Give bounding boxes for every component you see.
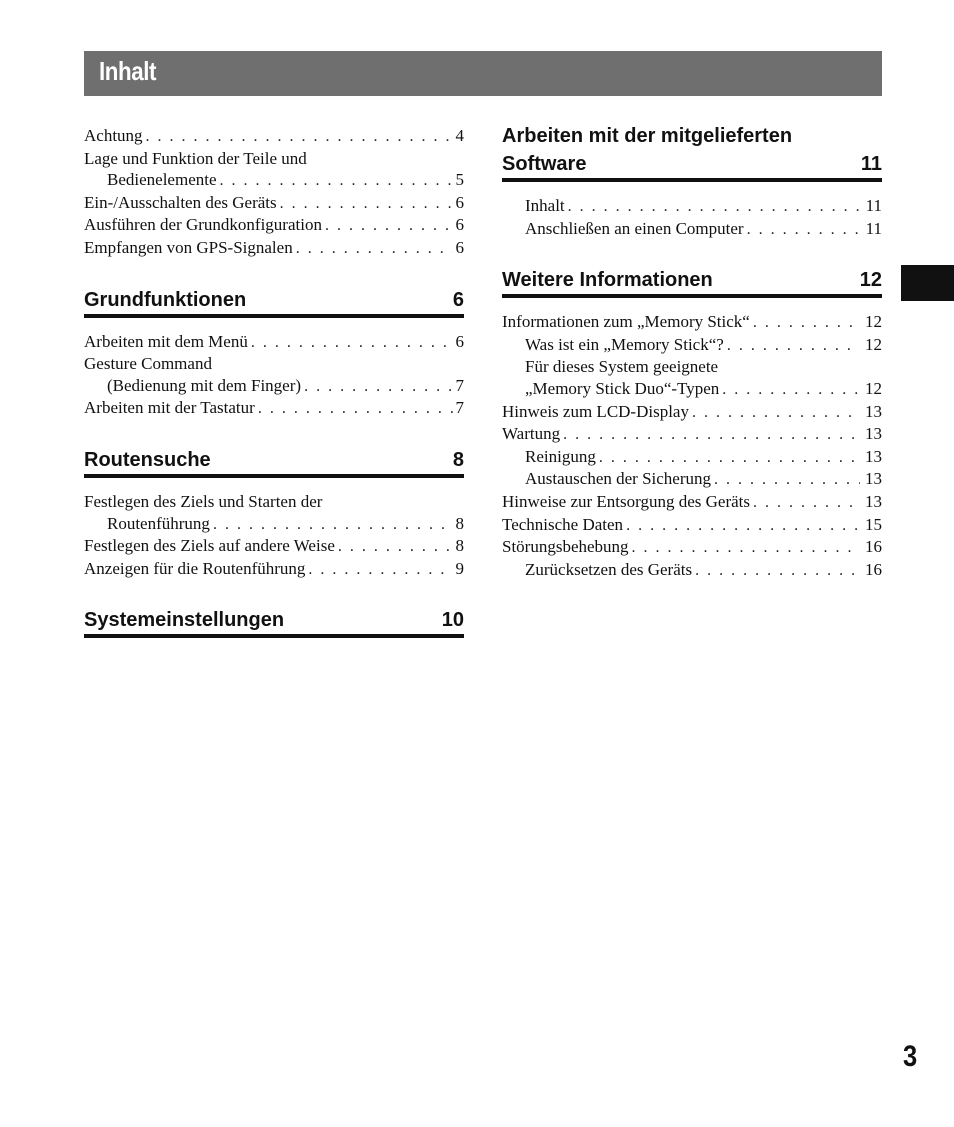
toc-entry[interactable]: Anzeigen für die Routenführung . . . 9 xyxy=(84,558,464,581)
section-heading-systemeinstellungen[interactable]: Systemeinstellungen 10 xyxy=(84,606,464,638)
toc-entry[interactable]: Ausführen der Grundkonfiguration . . . 6 xyxy=(84,214,464,237)
toc-entry[interactable]: Was ist ein „Memory Stick“? . . . 12 xyxy=(502,334,882,357)
section-tab-marker xyxy=(901,265,954,301)
toc-entry[interactable]: Hinweis zum LCD-Display . . . 13 xyxy=(502,401,882,424)
toc-entry[interactable]: Arbeiten mit der Tastatur . . . 7 xyxy=(84,397,464,420)
toc-entry[interactable]: Achtung . . . 4 xyxy=(84,125,464,148)
toc-entry[interactable]: Hinweise zur Entsorgung des Geräts . . . 13 xyxy=(502,491,882,514)
toc-entry[interactable]: Anschließen an einen Computer . . . 11 xyxy=(502,218,882,241)
toc-entry[interactable]: Arbeiten mit dem Menü . . . 6 xyxy=(84,331,464,354)
toc-entry-line[interactable]: Gesture Command xyxy=(84,354,212,374)
toc-entry-line[interactable]: Für dieses System geeignete xyxy=(525,357,719,377)
toc-entry[interactable]: Inhalt . . . 11 xyxy=(502,195,882,218)
section-heading-routensuche[interactable]: Routensuche 8 xyxy=(84,446,464,478)
toc-entry[interactable]: Informationen zum „Memory Stick“ . . . 12 xyxy=(502,311,882,334)
toc-entry[interactable]: Reinigung . . . 13 xyxy=(502,446,882,469)
toc-entry[interactable]: Festlegen des Ziels auf andere Weise . . . 8 xyxy=(84,535,464,558)
toc-entry[interactable]: Bedienelemente . . . 5 xyxy=(84,169,464,192)
toc-entry[interactable]: Zurücksetzen des Geräts . . . 16 xyxy=(502,559,882,582)
toc-entry-line[interactable]: Festlegen des Ziels und Starten der xyxy=(84,491,323,511)
toc-entry[interactable]: Wartung . . . 13 xyxy=(502,423,882,446)
toc-entry-line[interactable]: Lage und Funktion der Teile und xyxy=(84,148,307,168)
section-heading-weitere-informationen[interactable]: Weitere Informationen 12 xyxy=(502,266,882,298)
toc-entry[interactable]: Austauschen der Sicherung . . . 13 xyxy=(502,468,882,491)
toc-entry[interactable]: „Memory Stick Duo“-Typen . . . 12 xyxy=(502,378,882,401)
page-number: 3 xyxy=(903,1040,918,1073)
toc-entry[interactable]: (Bedienung mit dem Finger) . . . 7 xyxy=(84,375,464,398)
page-title: Inhalt xyxy=(99,56,157,86)
section-heading-grundfunktionen[interactable]: Grundfunktionen 6 xyxy=(84,286,464,318)
toc-entry[interactable]: Technische Daten . . . 15 xyxy=(502,514,882,537)
section-heading-software[interactable]: Arbeiten mit der mitgelieferten Software 11 xyxy=(502,122,882,182)
toc-entry[interactable]: Empfangen von GPS-Signalen . . . 6 xyxy=(84,237,464,260)
toc-entry[interactable]: Routenführung . . . 8 xyxy=(84,513,464,536)
toc-right-column xyxy=(502,122,882,581)
toc-left-column xyxy=(84,125,464,651)
title-bar xyxy=(84,51,882,96)
toc-entry[interactable]: Ein-/Ausschalten des Geräts . . . 6 xyxy=(84,192,464,215)
toc-entry[interactable]: Störungsbehebung . . . 16 xyxy=(502,536,882,559)
